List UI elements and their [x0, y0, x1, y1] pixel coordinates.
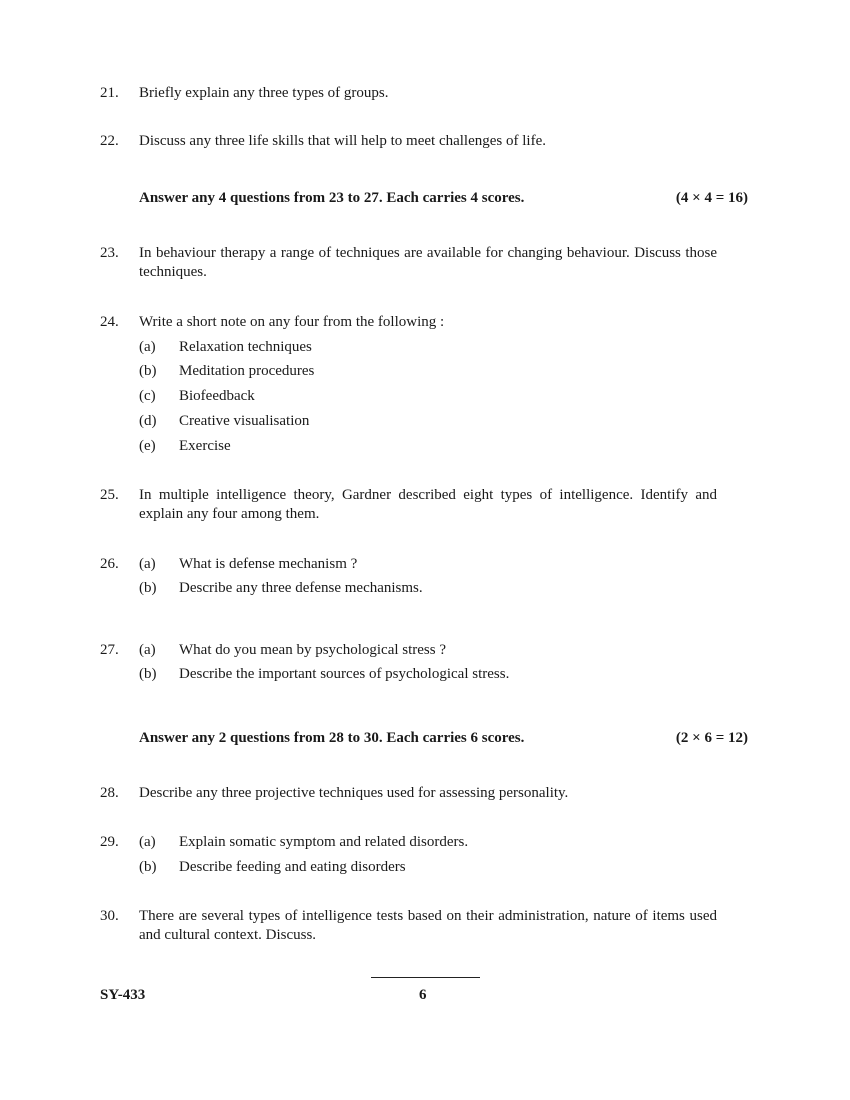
option-text: Meditation procedures: [179, 363, 315, 379]
paper-code: SY-433: [100, 987, 146, 1003]
option-label: (c): [139, 388, 156, 404]
question-number: 26.: [100, 556, 119, 572]
question-text: Write a short note on any four from the following :: [139, 314, 445, 330]
question-text: Briefly explain any three types of groups.: [139, 85, 389, 101]
part-text: Explain somatic symptom and related disorders.: [179, 834, 469, 850]
option-text: Biofeedback: [179, 388, 255, 404]
option-label: (e): [139, 438, 156, 454]
part-label: (a): [139, 556, 156, 572]
part-text: Describe feeding and eating disorders: [179, 859, 406, 875]
option-text: Relaxation techniques: [179, 339, 312, 355]
page-number: 6: [419, 987, 427, 1003]
section-instruction: Answer any 2 questions from 28 to 30. Each carries 6 scores.: [139, 730, 525, 746]
part-text: Describe the important sources of psychological stress.: [179, 666, 510, 682]
option-label: (a): [139, 339, 156, 355]
option-label: (b): [139, 363, 157, 379]
question-text: In behaviour therapy a range of techniques are available for changing behaviour. Discuss those techniques.: [139, 245, 717, 280]
part-label: (a): [139, 834, 156, 850]
question-text: In multiple intelligence theory, Gardner described eight types of intelligence. Identify and explain any four among them.: [139, 487, 717, 522]
option-label: (d): [139, 413, 157, 429]
question-number: 30.: [100, 908, 119, 924]
question-number: 21.: [100, 85, 119, 101]
section-marks: (2 × 6 = 12): [675, 730, 748, 746]
section-marks: (4 × 4 = 16): [675, 190, 748, 206]
question-number: 29.: [100, 834, 119, 850]
question-text: Describe any three projective techniques used for assessing personality.: [139, 785, 569, 801]
section-instruction: Answer any 4 questions from 23 to 27. Each carries 4 scores.: [139, 190, 525, 206]
question-number: 28.: [100, 785, 119, 801]
question-number: 22.: [100, 133, 119, 149]
part-text: Describe any three defense mechanisms.: [179, 580, 423, 596]
question-number: 24.: [100, 314, 119, 330]
question-number: 25.: [100, 487, 119, 503]
question-text: Discuss any three life skills that will help to meet challenges of life.: [139, 133, 546, 149]
option-text: Creative visualisation: [179, 413, 310, 429]
option-text: Exercise: [179, 438, 231, 454]
part-label: (b): [139, 859, 157, 875]
part-text: What is defense mechanism ?: [179, 556, 358, 572]
end-rule: [371, 977, 480, 978]
part-label: (a): [139, 642, 156, 658]
question-text: There are several types of intelligence tests based on their administration, nature of items used and cultural context. Discuss.: [139, 908, 717, 943]
question-number: 23.: [100, 245, 119, 261]
question-number: 27.: [100, 642, 119, 658]
part-text: What do you mean by psychological stress ?: [179, 642, 447, 658]
part-label: (b): [139, 666, 157, 682]
part-label: (b): [139, 580, 157, 596]
